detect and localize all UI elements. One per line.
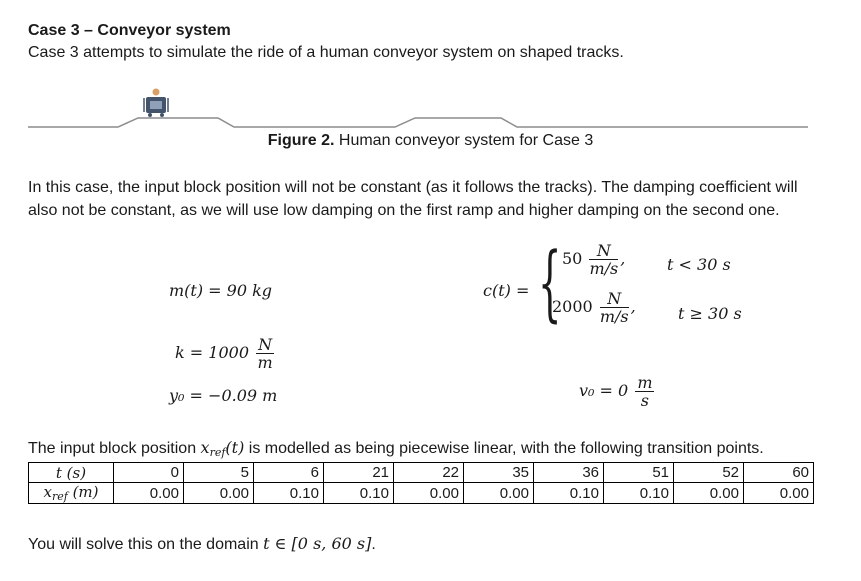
table-intro-sub: ref (209, 446, 226, 459)
spring-unit-num: N (258, 335, 273, 354)
section-intro: Case 3 attempts to simulate the ride of a human conveyor system on shaped tracks. (28, 44, 624, 61)
table-cell: 0.10 (604, 483, 674, 504)
caption-label: Figure 2. (267, 132, 335, 149)
table-cell: 0.00 (114, 483, 184, 504)
initial-position: y₀ = −0.09 m (169, 386, 278, 405)
case1-unit (589, 242, 618, 277)
spring-lhs: k = 1000 (175, 343, 249, 362)
domain-post: . (371, 536, 376, 553)
conveyor-figure (0, 85, 861, 130)
table-cell: 0.10 (254, 483, 324, 504)
track-line (28, 118, 808, 127)
table-cell: 0 (114, 463, 184, 483)
table-row-position (29, 483, 814, 504)
figure-caption (0, 132, 861, 150)
position-header-var: x (43, 483, 52, 501)
domain-math: t ∈ [0 s, 60 s] (263, 534, 372, 553)
time-header: t (s) (29, 463, 114, 483)
case2-unit-num: N (600, 290, 629, 308)
transition-table (28, 462, 814, 504)
table-intro-var: x (200, 438, 210, 457)
spring-unit-den: m (257, 353, 273, 372)
table-cell: 60 (744, 463, 814, 483)
initial-velocity (579, 374, 656, 409)
table-cell: 0.00 (464, 483, 534, 504)
damping-case-2: 2000 $\frac{N}{m/s}$ , (552, 289, 636, 326)
table-intro (28, 438, 764, 459)
table-cell: 36 (534, 463, 604, 483)
case1-unit-den: m/s (589, 259, 619, 278)
caption-text: Human conveyor system for Case 3 (334, 132, 594, 149)
velocity-unit-num: m (637, 373, 653, 392)
description-paragraph: In this case, the input block position will not be constant (as it follows the tracks). The damping coefficient will also not be constant, as we will use low damping on the first ramp and higher damping on the second one. (28, 179, 798, 219)
domain-pre: You will solve this on the domain (28, 536, 264, 553)
section-heading: Case 3 – Conveyor system (28, 22, 231, 39)
velocity-unit (635, 374, 654, 409)
piecewise-brace: { (538, 236, 562, 331)
table-cell: 21 (324, 463, 394, 483)
domain-statement (28, 534, 376, 554)
spring-equation (175, 336, 276, 371)
table-cell: 0.10 (324, 483, 394, 504)
position-header-unit: (m) (67, 483, 99, 501)
position-header (29, 483, 114, 504)
table-cell: 5 (184, 463, 254, 483)
case1-condition: t < 30 s (667, 255, 731, 274)
table-intro-pre: The input block position (28, 440, 201, 457)
table-intro-arg: (t) (225, 438, 245, 457)
mass-equation: m(t) = 90 kg (169, 281, 273, 300)
case2-coef: 2000 (552, 297, 593, 316)
table-cell: 0.00 (184, 483, 254, 504)
table-intro-post: is modelled as being piecewise linear, with the following transition points. (244, 440, 764, 457)
velocity-lhs: v₀ = 0 (579, 381, 629, 400)
velocity-unit-den: s (640, 391, 649, 410)
spring-unit (256, 336, 274, 371)
table-row-time (29, 463, 814, 483)
case2-condition: t ≥ 30 s (678, 304, 742, 323)
table-cell: 52 (674, 463, 744, 483)
damping-lhs: c(t) = (483, 281, 530, 300)
table-cell: 0.00 (674, 483, 744, 504)
damping-case-1: 50 $\frac{N}{m/s}$ , (562, 241, 626, 278)
table-cell: 0.00 (744, 483, 814, 504)
table-cell: 22 (394, 463, 464, 483)
table-cell: 0.10 (534, 483, 604, 504)
cart-icon (144, 89, 168, 118)
table-cell: 6 (254, 463, 324, 483)
table-cell: 35 (464, 463, 534, 483)
table-cell: 51 (604, 463, 674, 483)
case2-unit (600, 290, 629, 325)
position-header-sub: ref (51, 490, 68, 503)
table-cell: 0.00 (394, 483, 464, 504)
case1-unit-num: N (589, 242, 618, 260)
case2-unit-den: m/s (599, 307, 629, 326)
case1-coef: 50 (562, 249, 583, 268)
